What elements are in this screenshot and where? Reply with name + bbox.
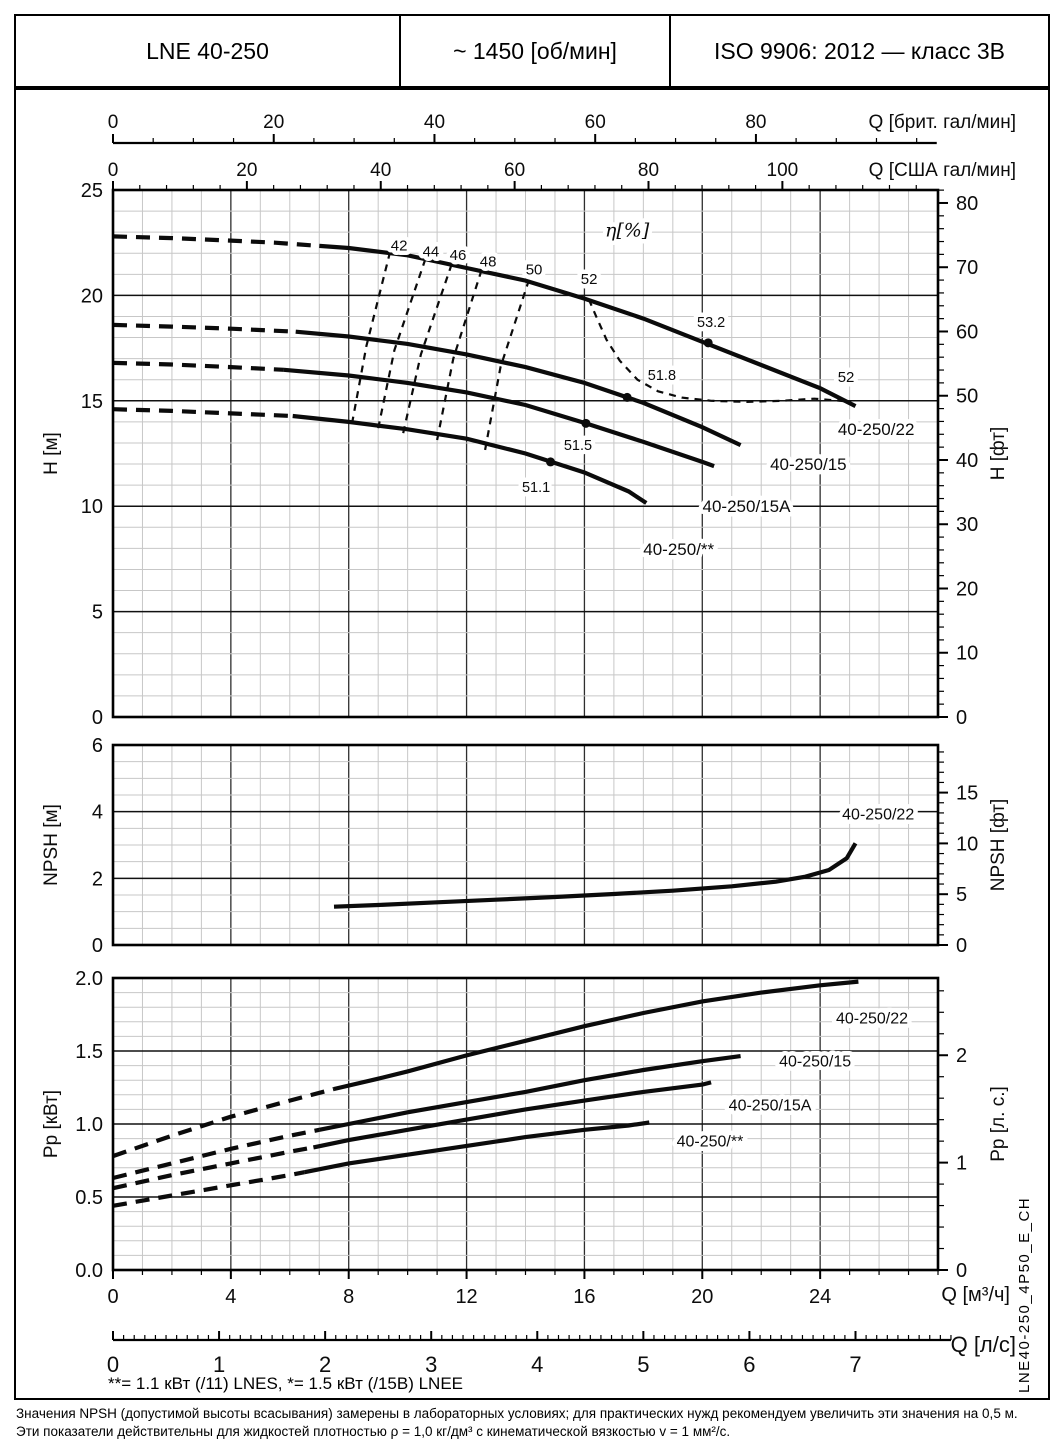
tick-label: 20	[691, 1286, 714, 1308]
efficiency-label: 53.2	[697, 315, 726, 332]
tick-label: 5	[637, 1352, 650, 1377]
chart-npsh	[41, 735, 1009, 957]
tick-label: 10	[956, 642, 979, 665]
bep-point-51.8	[623, 393, 632, 402]
tick-label: 40	[370, 160, 392, 181]
efficiency-label: 46	[449, 247, 467, 265]
tick-label: 0	[956, 1260, 968, 1282]
axis-title-imp: Q [брит. гал/мин]	[868, 112, 1016, 133]
efficiency-label: 52	[580, 271, 598, 289]
tick-label: 24	[809, 1286, 832, 1308]
flow-scale-ls	[107, 1331, 1016, 1377]
curve-40-250-22	[334, 982, 858, 1089]
tick-label: 1.0	[75, 1114, 103, 1136]
tick-label: 1	[956, 1152, 968, 1175]
tick-label: 25	[80, 180, 103, 202]
disclaimer-line-1: Значения NPSH (допустимой высоты всасывания) замерены в лабораторных условиях; для практических нужд рекомендуем увеличить эти значения на 0,5 м.	[16, 1406, 1018, 1421]
disclaimer	[16, 1405, 1056, 1441]
tick-label: 10	[80, 496, 103, 519]
curve-dashed-40-250-22	[113, 236, 319, 246]
pump-speed: ~ 1450 [об/мин]	[399, 16, 669, 86]
flow-scale-imp	[108, 112, 1016, 143]
tick-label: 7	[849, 1352, 862, 1377]
tick-label: 2	[956, 1045, 968, 1068]
curve-dashed-40-250	[113, 409, 293, 416]
chart-head	[41, 180, 1009, 729]
tick-label: 0	[106, 1352, 120, 1377]
curve-40-250-22	[334, 843, 856, 906]
tick-label: 5	[956, 884, 968, 907]
efficiency-label: 40-250/15	[779, 1053, 852, 1071]
tick-label: 16	[573, 1286, 596, 1308]
tick-label: 20	[263, 112, 285, 133]
efficiency-label: 40-250/15A	[728, 1097, 812, 1115]
tick-label: 80	[745, 112, 767, 133]
tick-label: 8	[343, 1286, 355, 1308]
tick-label: 1.5	[75, 1041, 103, 1063]
tick-label: 80	[637, 160, 660, 181]
efficiency-label: 40-250/22	[837, 419, 915, 439]
tick-label: 0	[956, 707, 968, 729]
flow-scale-m3h	[107, 1270, 1010, 1308]
tick-label: 3	[425, 1352, 438, 1377]
tick-label: 0	[107, 112, 119, 133]
axis-title-left-head: H [м]	[41, 432, 62, 475]
test-standard: ISO 9906: 2012 — класс 3В	[669, 16, 1048, 86]
efficiency-label: 51.8	[647, 368, 677, 385]
tick-label: 0	[91, 707, 103, 729]
tick-label: 6	[91, 735, 103, 757]
tick-label: 15	[956, 782, 979, 805]
efficiency-label: 42	[390, 237, 408, 255]
tick-label: 2.0	[75, 968, 103, 990]
grid-npsh	[113, 745, 938, 945]
tick-label: 6	[743, 1352, 756, 1377]
efficiency-label: 40-250/15	[770, 454, 847, 474]
tick-label: 40	[423, 112, 446, 133]
efficiency-label: 51.1	[521, 480, 551, 497]
curve-40-250-15	[296, 332, 741, 445]
tick-label: 20	[236, 160, 258, 181]
tick-label: 0	[91, 935, 103, 957]
axis-title-m3h: Q [м³/ч]	[941, 1284, 1010, 1306]
curve-40-250-15	[319, 1056, 740, 1130]
tick-label: 4	[531, 1352, 544, 1377]
efficiency-label: 40-250/15A	[702, 497, 791, 517]
tick-label: 0	[956, 935, 968, 957]
tick-label: 1	[212, 1352, 226, 1377]
document-code: LNE40-250_4P50_E_CH	[1016, 1196, 1033, 1393]
tick-label: 0	[107, 1286, 119, 1308]
tick-label: 0.0	[75, 1260, 103, 1282]
axis-title-ls: Q [л/с]	[950, 1332, 1016, 1357]
efficiency-label: 40-250/**	[676, 1133, 744, 1151]
tick-label: 4	[225, 1286, 237, 1308]
pump-model: LNE 40-250	[146, 37, 269, 64]
tick-label: 40	[956, 449, 979, 472]
bep-point-53.2	[704, 338, 713, 347]
tick-label: 50	[956, 385, 979, 408]
curve-dashed-40-250-15A	[113, 363, 284, 370]
axis-title-left-npsh: NPSH [м]	[41, 804, 62, 886]
tick-label: 0.5	[75, 1187, 103, 1209]
tick-label: 4	[91, 801, 103, 824]
axis-title-right-head: H [фт]	[988, 426, 1009, 481]
efficiency-label: 44	[422, 243, 440, 261]
tick-label: 20	[80, 285, 103, 308]
curve-dashed-40-250-22	[113, 1089, 334, 1156]
efficiency-label: 40-250/22	[842, 806, 915, 824]
tick-label: 30	[956, 514, 979, 537]
efficiency-label: 50	[525, 261, 543, 279]
tick-label: 100	[766, 160, 799, 181]
tick-label: 2	[319, 1352, 332, 1377]
flow-scale-usa	[108, 160, 1016, 190]
efficiency-label: η[%]	[605, 219, 650, 242]
power-footnote: **= 1.1 кВт (/11) LNES, *= 1.5 кВт (/15B) LNEE	[108, 1374, 463, 1393]
tick-label: 5	[91, 601, 103, 624]
tick-label: 80	[956, 192, 979, 215]
tick-label: 60	[504, 160, 526, 181]
curve-40-250	[305, 1123, 650, 1173]
chart-pow	[41, 968, 1009, 1282]
tick-label: 15	[80, 390, 103, 413]
tick-label: 12	[455, 1286, 478, 1308]
efficiency-label: 40-250/**	[643, 539, 715, 559]
disclaimer-line-2: Эти показатели действительны для жидкостей плотностью ρ = 1,0 кг/дм³ с кинематической вязкостью v = 1 мм²/с.	[16, 1424, 731, 1439]
tick-label: 0	[107, 160, 119, 181]
grid-pow	[113, 978, 938, 1270]
tick-label: 60	[584, 112, 606, 133]
tick-label: 10	[956, 833, 979, 856]
tick-label: 60	[956, 321, 979, 344]
tick-label: 20	[956, 578, 979, 601]
curve-dashed-40-250-15	[113, 1130, 319, 1178]
tick-label: 70	[956, 257, 979, 280]
bep-point-51.5	[581, 419, 590, 428]
efficiency-label: 40-250/22	[835, 1010, 909, 1028]
tick-label: 2	[91, 868, 103, 891]
bep-point-51.1	[546, 457, 555, 466]
curve-dashed-40-250	[113, 1172, 305, 1206]
efficiency-label: 52	[837, 369, 855, 387]
axis-title-usa: Q [США гал/мин]	[868, 160, 1016, 181]
curve-40-250	[293, 416, 647, 503]
axis-title-left-pow: Pp [кВт]	[41, 1089, 62, 1159]
axis-title-right-npsh: NPSH [фт]	[988, 798, 1009, 892]
axis-title-right-pow: Pp [л. с.]	[988, 1086, 1009, 1162]
efficiency-label: 51.5	[563, 438, 593, 455]
efficiency-label: 48	[479, 253, 497, 271]
curve-dashed-40-250-15	[113, 325, 296, 332]
